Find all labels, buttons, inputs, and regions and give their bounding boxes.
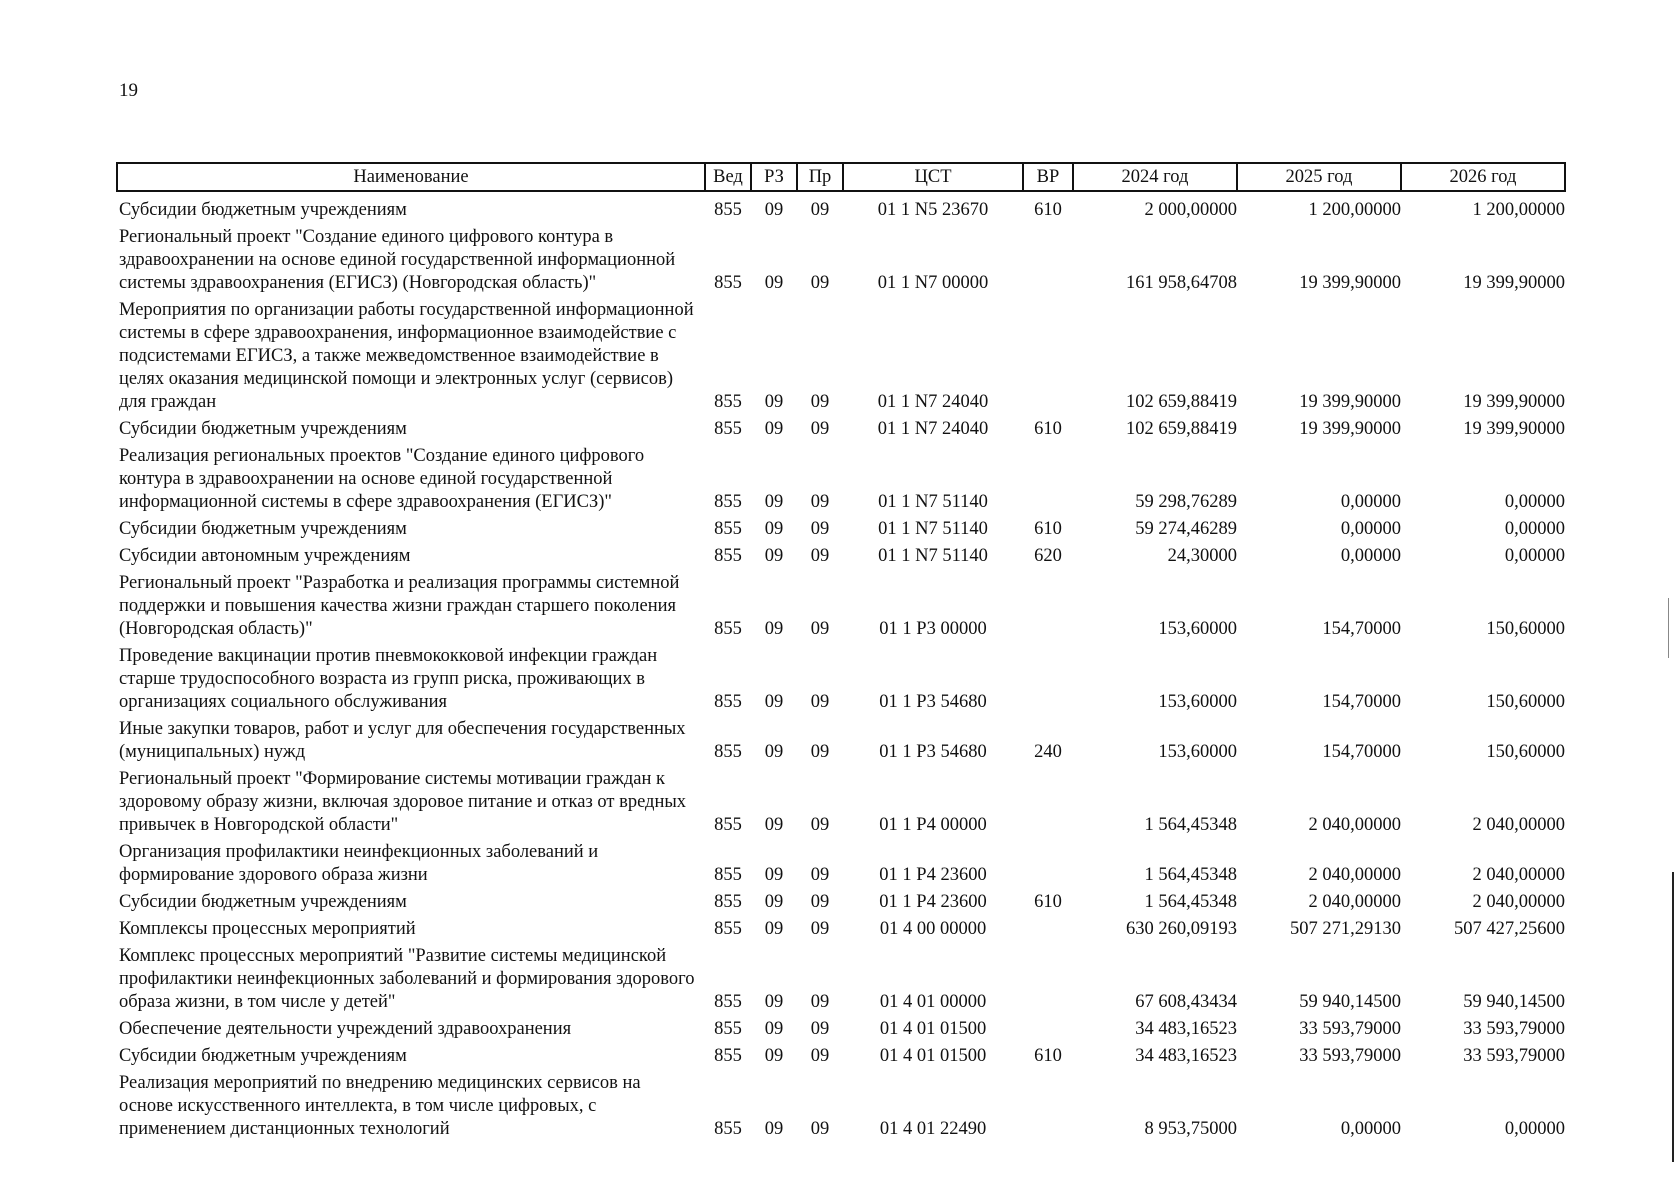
cell-y2024: 2 000,00000: [1144, 200, 1237, 220]
cell-name: Обеспечение деятельности учреждений здравоохранения: [119, 1019, 572, 1039]
cell-y2026: 150,60000: [1486, 619, 1565, 639]
cell-y2024: 1 564,45348: [1144, 865, 1237, 885]
cell-name: Комплексы процессных мероприятий: [119, 919, 416, 939]
cell-name: Мероприятия по организации работы государственной информационной системы в сфере здравоохранения, информационное взаимодействие с подсистемами ЕГИСЗ, а также межведомственное взаимодействие в целях оказания медицинской помощи и электронных услуг (сервисов) для граждан: [119, 300, 694, 412]
cell-y2025: 0,00000: [1340, 519, 1401, 539]
cell-y2026: 59 940,14500: [1463, 992, 1565, 1012]
table-body: [117, 191, 1565, 1143]
cell-y2026: 1 200,00000: [1472, 200, 1565, 220]
cell-rz: 09: [764, 419, 784, 439]
cell-cst: 01 4 01 00000: [879, 992, 987, 1012]
header-2026: 2026 год: [1401, 163, 1565, 191]
table-row: [117, 1070, 1565, 1143]
cell-y2025: 59 940,14500: [1299, 992, 1401, 1012]
cell-vr: 610: [1034, 1046, 1062, 1066]
cell-rz: 09: [764, 519, 784, 539]
cell-name: Субсидии бюджетным учреждениям: [119, 892, 407, 912]
page-number: 19: [119, 80, 138, 101]
cell-cst: 01 4 01 22490: [879, 1119, 987, 1139]
budget-table: [116, 162, 1566, 1143]
cell-pr: 09: [810, 273, 830, 293]
cell-name: Проведение вакцинации против пневмококковой инфекции граждан старше трудоспособного возраста из групп риска, проживающих в организациях социального обслуживания: [119, 646, 658, 712]
cell-ved: 855: [714, 392, 742, 412]
table-row: [117, 1043, 1565, 1070]
cell-rz: 09: [764, 200, 784, 220]
header-name: Наименование: [117, 163, 705, 191]
cell-vr: [1023, 570, 1073, 643]
cell-pr: 09: [810, 1019, 830, 1039]
cell-rz: 09: [764, 692, 784, 712]
cell-y2024: 1 564,45348: [1144, 892, 1237, 912]
cell-vr: 240: [1034, 742, 1062, 762]
cell-y2024: 34 483,16523: [1135, 1046, 1237, 1066]
cell-ved: 855: [714, 519, 742, 539]
scan-edge-mark: [1672, 872, 1674, 1162]
cell-vr: 610: [1034, 519, 1062, 539]
cell-cst: 01 1 N7 51140: [878, 492, 988, 512]
header-cst: ЦСТ: [843, 163, 1023, 191]
cell-y2026: 0,00000: [1504, 492, 1565, 512]
cell-rz: 09: [764, 865, 784, 885]
cell-pr: 09: [810, 1119, 830, 1139]
table-row: [117, 224, 1565, 297]
table-row: [117, 643, 1565, 716]
cell-y2025: 0,00000: [1340, 492, 1401, 512]
cell-rz: 09: [764, 1119, 784, 1139]
cell-y2025: 507 271,29130: [1290, 919, 1401, 939]
cell-y2025: 0,00000: [1340, 1119, 1401, 1139]
table-row: [117, 766, 1565, 839]
cell-name: Субсидии бюджетным учреждениям: [119, 419, 407, 439]
cell-y2025: 0,00000: [1340, 546, 1401, 566]
cell-y2024: 67 608,43434: [1135, 992, 1237, 1012]
cell-y2026: 150,60000: [1486, 742, 1565, 762]
cell-y2026: 2 040,00000: [1472, 892, 1565, 912]
table-row: [117, 516, 1565, 543]
cell-y2025: 19 399,90000: [1299, 392, 1401, 412]
cell-y2024: 153,60000: [1158, 692, 1237, 712]
cell-cst: 01 1 N7 24040: [877, 419, 989, 439]
table-row: [117, 1016, 1565, 1043]
table-row: [117, 297, 1565, 416]
cell-vr: 610: [1034, 200, 1062, 220]
cell-y2026: 19 399,90000: [1463, 419, 1565, 439]
cell-cst: 01 1 P4 23600: [879, 865, 987, 885]
table-header-row: [117, 163, 1565, 191]
cell-cst: 01 1 P4 23600: [879, 892, 987, 912]
cell-rz: 09: [764, 546, 784, 566]
cell-rz: 09: [764, 492, 784, 512]
cell-pr: 09: [810, 742, 830, 762]
table-row: [117, 916, 1565, 943]
table-row: [117, 839, 1565, 889]
cell-vr: 620: [1034, 546, 1062, 566]
cell-y2025: 2 040,00000: [1308, 892, 1401, 912]
table-row: [117, 543, 1565, 570]
cell-y2024: 59 298,76289: [1135, 492, 1237, 512]
header-vr: ВР: [1023, 163, 1073, 191]
cell-cst: 01 1 N7 24040: [877, 392, 989, 412]
cell-y2025: 154,70000: [1322, 742, 1401, 762]
cell-name: Субсидии бюджетным учреждениям: [119, 519, 407, 539]
cell-y2026: 2 040,00000: [1472, 815, 1565, 835]
cell-ved: 855: [714, 1046, 742, 1066]
cell-pr: 09: [810, 1046, 830, 1066]
cell-vr: [1023, 766, 1073, 839]
cell-y2024: 59 274,46289: [1135, 519, 1237, 539]
cell-cst: 01 1 N7 51140: [878, 519, 988, 539]
cell-y2026: 19 399,90000: [1463, 392, 1565, 412]
cell-vr: [1023, 839, 1073, 889]
cell-cst: 01 1 P3 54680: [879, 742, 987, 762]
cell-y2026: 2 040,00000: [1472, 865, 1565, 885]
header-ved: Вед: [705, 163, 751, 191]
cell-pr: 09: [810, 392, 830, 412]
cell-y2024: 630 260,09193: [1126, 919, 1237, 939]
cell-vr: [1023, 297, 1073, 416]
cell-vr: [1023, 916, 1073, 943]
cell-y2026: 33 593,79000: [1463, 1046, 1565, 1066]
cell-name: Субсидии бюджетным учреждениям: [119, 1046, 407, 1066]
cell-rz: 09: [764, 992, 784, 1012]
cell-y2024: 161 958,64708: [1126, 273, 1237, 293]
cell-ved: 855: [714, 919, 742, 939]
cell-ved: 855: [714, 200, 742, 220]
cell-rz: 09: [764, 742, 784, 762]
cell-cst: 01 1 P3 00000: [879, 619, 987, 639]
table-row: [117, 443, 1565, 516]
cell-y2025: 33 593,79000: [1299, 1019, 1401, 1039]
cell-vr: [1023, 1016, 1073, 1043]
cell-y2025: 2 040,00000: [1308, 865, 1401, 885]
cell-rz: 09: [764, 919, 784, 939]
cell-y2024: 153,60000: [1158, 742, 1237, 762]
cell-cst: 01 1 N7 51140: [878, 546, 988, 566]
table-row: [117, 570, 1565, 643]
cell-y2026: 0,00000: [1504, 546, 1565, 566]
cell-y2025: 2 040,00000: [1308, 815, 1401, 835]
cell-name: Комплекс процессных мероприятий "Развитие системы медицинской профилактики неинфекционных заболеваний и формирования здорового образа жизни, в том числе у детей": [119, 946, 695, 1012]
cell-pr: 09: [810, 692, 830, 712]
cell-y2024: 102 659,88419: [1126, 392, 1237, 412]
header-rz: РЗ: [751, 163, 797, 191]
cell-y2026: 0,00000: [1504, 1119, 1565, 1139]
cell-rz: 09: [764, 892, 784, 912]
cell-pr: 09: [810, 200, 830, 220]
cell-name: Региональный проект "Формирование системы мотивации граждан к здоровому образу жизни, включая здоровое питание и отказ от вредных привычек в Новгородской области": [119, 769, 687, 835]
cell-vr: [1023, 943, 1073, 1016]
cell-name: Субсидии бюджетным учреждениям: [119, 200, 407, 220]
cell-vr: [1023, 643, 1073, 716]
cell-rz: 09: [764, 619, 784, 639]
cell-y2025: 154,70000: [1322, 692, 1401, 712]
cell-y2024: 102 659,88419: [1126, 419, 1237, 439]
cell-y2024: 153,60000: [1158, 619, 1237, 639]
cell-rz: 09: [764, 273, 784, 293]
cell-ved: 855: [714, 1119, 742, 1139]
cell-rz: 09: [764, 392, 784, 412]
cell-name: Региональный проект "Разработка и реализация программы системной поддержки и повышения качества жизни граждан старшего поколения (Новгородская область)": [119, 573, 680, 639]
cell-cst: 01 4 00 00000: [879, 919, 987, 939]
scan-edge-mark: [1668, 598, 1669, 658]
cell-y2025: 33 593,79000: [1299, 1046, 1401, 1066]
cell-rz: 09: [764, 815, 784, 835]
cell-y2025: 19 399,90000: [1299, 273, 1401, 293]
cell-ved: 855: [714, 815, 742, 835]
cell-pr: 09: [810, 992, 830, 1012]
cell-cst: 01 1 N7 00000: [877, 273, 989, 293]
header-2025: 2025 год: [1237, 163, 1401, 191]
cell-ved: 855: [714, 742, 742, 762]
cell-name: Реализация мероприятий по внедрению медицинских сервисов на основе искусственного интеллекта, в том числе цифровых, с применением дистанционных технологий: [119, 1073, 641, 1139]
cell-ved: 855: [714, 419, 742, 439]
cell-y2024: 34 483,16523: [1135, 1019, 1237, 1039]
cell-vr: [1023, 443, 1073, 516]
cell-pr: 09: [810, 919, 830, 939]
cell-ved: 855: [714, 273, 742, 293]
table-row: [117, 889, 1565, 916]
cell-pr: 09: [810, 892, 830, 912]
cell-ved: 855: [714, 892, 742, 912]
cell-ved: 855: [714, 619, 742, 639]
cell-name: Региональный проект "Создание единого цифрового контура в здравоохранении на основе единой государственной информационной системы здравоохранения (ЕГИСЗ) (Новгородская область)": [119, 227, 676, 293]
cell-y2026: 507 427,25600: [1454, 919, 1565, 939]
cell-y2025: 154,70000: [1322, 619, 1401, 639]
cell-y2024: 24,30000: [1167, 546, 1237, 566]
cell-rz: 09: [764, 1019, 784, 1039]
cell-name: Иные закупки товаров, работ и услуг для обеспечения государственных (муниципальных) нужд: [119, 719, 686, 762]
cell-y2024: 8 953,75000: [1144, 1119, 1237, 1139]
cell-pr: 09: [810, 815, 830, 835]
header-pr: Пр: [797, 163, 843, 191]
cell-y2025: 19 399,90000: [1299, 419, 1401, 439]
cell-cst: 01 4 01 01500: [879, 1019, 987, 1039]
cell-y2026: 33 593,79000: [1463, 1019, 1565, 1039]
cell-name: Реализация региональных проектов "Создание единого цифрового контура в здравоохранении на основе единой государственной информационной системы в сфере здравоохранения (ЕГИСЗ)": [119, 446, 645, 512]
cell-y2026: 19 399,90000: [1463, 273, 1565, 293]
cell-ved: 855: [714, 546, 742, 566]
cell-pr: 09: [810, 492, 830, 512]
cell-pr: 09: [810, 519, 830, 539]
header-2024: 2024 год: [1073, 163, 1237, 191]
cell-name: Субсидии автономным учреждениям: [119, 546, 411, 566]
cell-cst: 01 1 N5 23670: [877, 200, 989, 220]
cell-y2026: 150,60000: [1486, 692, 1565, 712]
cell-cst: 01 1 P4 00000: [879, 815, 987, 835]
cell-ved: 855: [714, 992, 742, 1012]
cell-y2024: 1 564,45348: [1144, 815, 1237, 835]
cell-pr: 09: [810, 546, 830, 566]
cell-y2025: 1 200,00000: [1308, 200, 1401, 220]
cell-cst: 01 1 P3 54680: [879, 692, 987, 712]
table-row: [117, 716, 1565, 766]
cell-vr: [1023, 1070, 1073, 1143]
cell-vr: 610: [1034, 892, 1062, 912]
cell-ved: 855: [714, 1019, 742, 1039]
cell-cst: 01 4 01 01500: [879, 1046, 987, 1066]
cell-ved: 855: [714, 692, 742, 712]
table-row: [117, 943, 1565, 1016]
cell-name: Организация профилактики неинфекционных заболеваний и формирование здорового образа жизни: [119, 842, 599, 885]
cell-vr: [1023, 224, 1073, 297]
cell-ved: 855: [714, 492, 742, 512]
table-row: [117, 191, 1565, 224]
cell-pr: 09: [810, 619, 830, 639]
cell-y2026: 0,00000: [1504, 519, 1565, 539]
cell-pr: 09: [810, 865, 830, 885]
cell-ved: 855: [714, 865, 742, 885]
cell-vr: 610: [1034, 419, 1062, 439]
cell-rz: 09: [764, 1046, 784, 1066]
cell-pr: 09: [810, 419, 830, 439]
table-row: [117, 416, 1565, 443]
